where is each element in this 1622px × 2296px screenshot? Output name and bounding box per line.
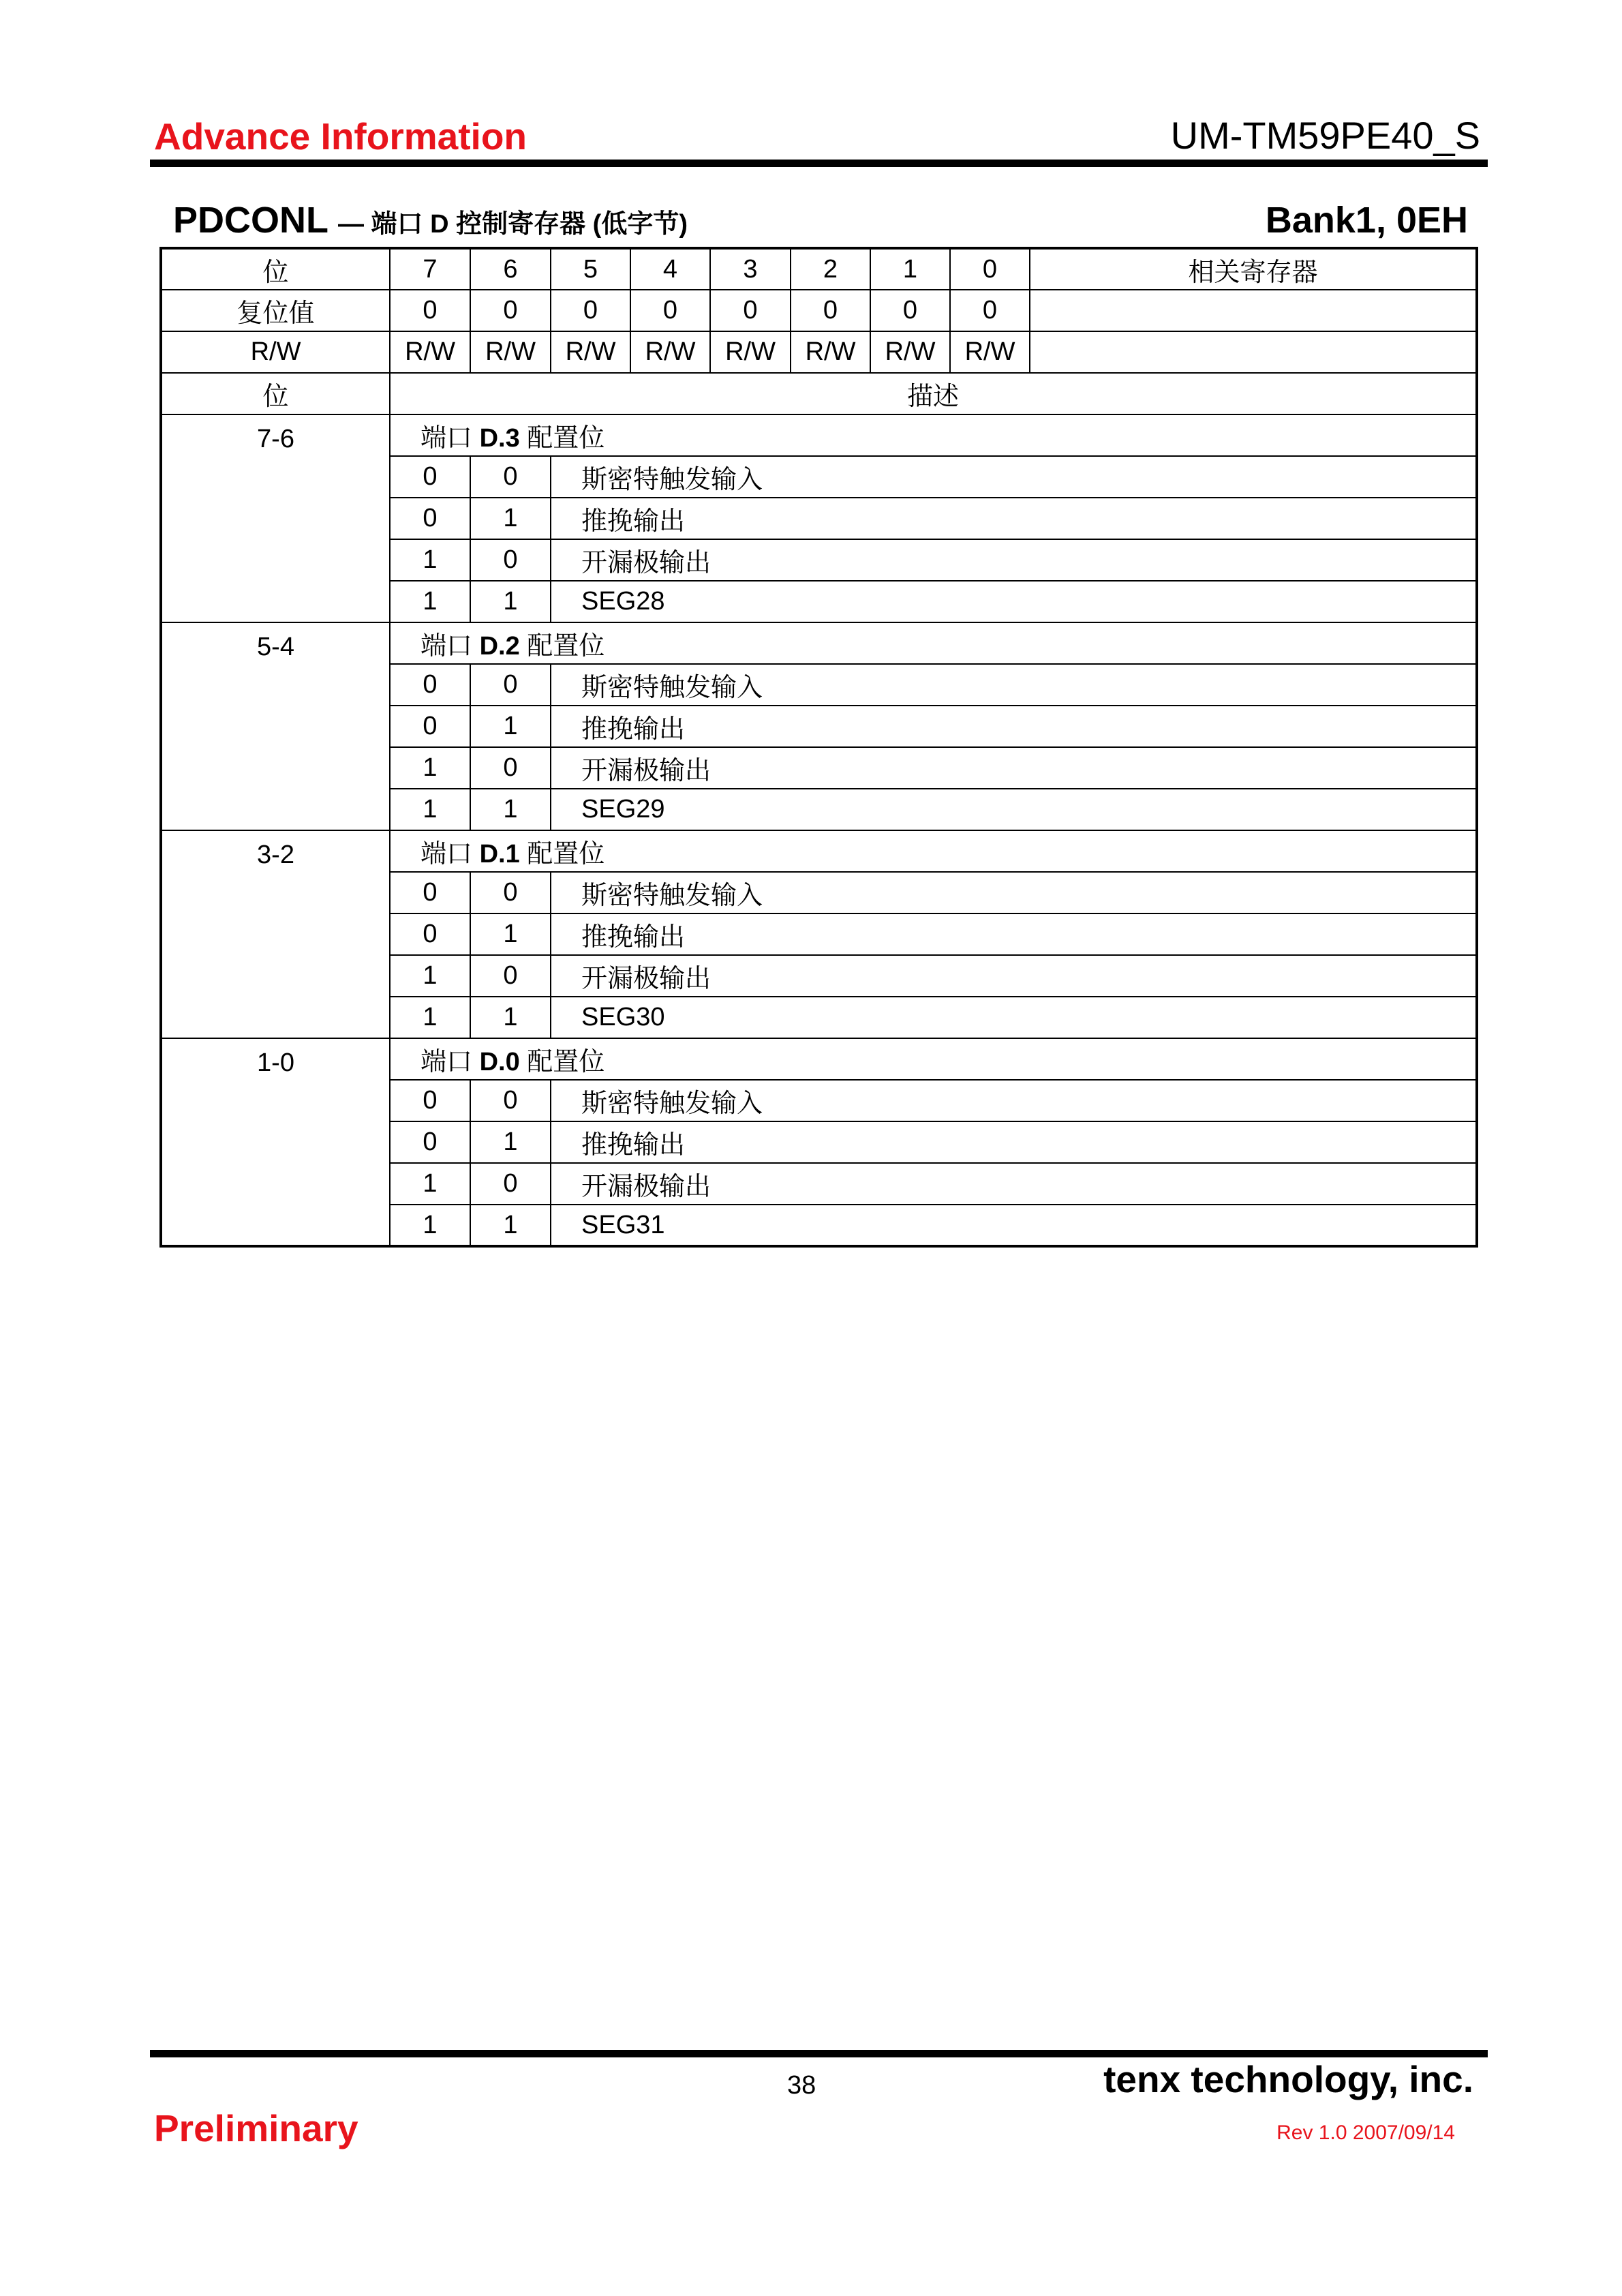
config-group-title-prefix: 端口	[420, 1048, 480, 1076]
description-label: 描述	[390, 373, 1477, 414]
header-rule	[150, 160, 1488, 167]
config-option-bit-high: 1	[390, 1163, 470, 1205]
config-option-bit-low: 1	[470, 581, 551, 622]
config-option-description: 推挽输出	[551, 1121, 1477, 1163]
rw-bit-1: R/W	[870, 331, 950, 373]
register-bank-address: Bank1, 0EH	[1265, 200, 1468, 241]
config-option-bit-high: 0	[390, 1121, 470, 1163]
reset-bit-0: 0	[950, 290, 1030, 331]
config-option-description: 推挽输出	[551, 498, 1477, 539]
config-group-title	[390, 414, 1477, 456]
config-group-title-row	[161, 622, 1477, 664]
config-option-bit-high: 1	[390, 955, 470, 997]
config-option-bit-low: 1	[470, 706, 551, 747]
config-option-bit-low: 0	[470, 955, 551, 997]
config-option-description: 斯密特触发输入	[551, 1080, 1477, 1121]
register-description: — 端口 D 控制寄存器 (低字节)	[338, 210, 688, 239]
config-option-description: SEG29	[551, 789, 1477, 830]
config-option-bit-low: 0	[470, 1163, 551, 1205]
config-group-title-prefix: 端口	[420, 632, 480, 661]
rw-bit-7: R/W	[390, 331, 470, 373]
reset-value-label: 复位值	[161, 290, 390, 331]
related-registers-empty	[1030, 331, 1477, 373]
config-group-title-row	[161, 1038, 1477, 1080]
config-option-bit-high: 1	[390, 539, 470, 581]
page-number: 38	[787, 2071, 816, 2100]
config-option-bit-high: 0	[390, 913, 470, 955]
config-option-description: 斯密特触发输入	[551, 664, 1477, 706]
config-option-bit-high: 0	[390, 872, 470, 913]
bit-header-label: 位	[161, 248, 390, 290]
config-option-bit-high: 1	[390, 789, 470, 830]
rw-bit-4: R/W	[630, 331, 710, 373]
config-option-description: 开漏极输出	[551, 747, 1477, 789]
config-group-title-suffix: 配置位	[519, 424, 605, 453]
rw-bit-6: R/W	[470, 331, 551, 373]
read-write-row	[161, 331, 1477, 373]
config-group-bits: 1-0	[161, 1038, 390, 1246]
config-group-title-pin: D.2	[479, 632, 520, 661]
bit-0-cell: 0	[950, 248, 1030, 290]
config-group-title-suffix: 配置位	[519, 632, 605, 661]
config-group-title-pin: D.0	[479, 1048, 520, 1076]
config-group-title-row	[161, 830, 1477, 872]
config-option-bit-low: 1	[470, 789, 551, 830]
config-option-description: 开漏极输出	[551, 539, 1477, 581]
bit-3-cell: 3	[710, 248, 791, 290]
config-group-title-pin: D.1	[479, 840, 520, 868]
bit-number-row	[161, 248, 1477, 290]
register-title	[173, 199, 1468, 247]
config-option-description: SEG31	[551, 1205, 1477, 1246]
config-group-title	[390, 1038, 1477, 1080]
config-option-description: 斯密特触发输入	[551, 872, 1477, 913]
config-option-description: 开漏极输出	[551, 1163, 1477, 1205]
reset-bit-7: 0	[390, 290, 470, 331]
header-advance-information: Advance Information	[154, 115, 527, 157]
config-option-description: 推挽输出	[551, 913, 1477, 955]
config-option-bit-high: 0	[390, 456, 470, 498]
footer-rule	[150, 2050, 1488, 2057]
bit-6-cell: 6	[470, 248, 551, 290]
config-option-bit-high: 0	[390, 1080, 470, 1121]
rw-bit-3: R/W	[710, 331, 791, 373]
reset-bit-3: 0	[710, 290, 791, 331]
reset-bit-4: 0	[630, 290, 710, 331]
config-option-bit-high: 1	[390, 997, 470, 1038]
config-group-title-suffix: 配置位	[519, 1048, 605, 1076]
config-group-title-prefix: 端口	[420, 424, 480, 453]
bit-1-cell: 1	[870, 248, 950, 290]
config-option-bit-low: 0	[470, 872, 551, 913]
config-option-description: 斯密特触发输入	[551, 456, 1477, 498]
header-document-id: UM-TM59PE40_S	[1170, 114, 1480, 157]
config-option-bit-high: 0	[390, 498, 470, 539]
config-group-title-pin: D.3	[479, 424, 520, 453]
config-option-bit-low: 1	[470, 913, 551, 955]
related-registers-empty	[1030, 290, 1477, 331]
config-option-bit-low: 0	[470, 1080, 551, 1121]
config-option-description: 开漏极输出	[551, 955, 1477, 997]
config-option-description: SEG28	[551, 581, 1477, 622]
config-group-title-row	[161, 414, 1477, 456]
reset-bit-6: 0	[470, 290, 551, 331]
related-registers-label: 相关寄存器	[1030, 248, 1477, 290]
description-header-row	[161, 373, 1477, 414]
config-option-bit-high: 0	[390, 706, 470, 747]
bit-5-cell: 5	[551, 248, 630, 290]
config-group-title-suffix: 配置位	[519, 840, 605, 868]
bit-4-cell: 4	[630, 248, 710, 290]
config-option-bit-low: 1	[470, 1205, 551, 1246]
config-group-title	[390, 622, 1477, 664]
rw-bit-2: R/W	[791, 331, 870, 373]
reset-value-row	[161, 290, 1477, 331]
reset-bit-5: 0	[551, 290, 630, 331]
config-option-bit-low: 1	[470, 997, 551, 1038]
config-option-bit-low: 0	[470, 664, 551, 706]
config-option-bit-low: 0	[470, 456, 551, 498]
config-option-bit-low: 0	[470, 747, 551, 789]
register-name: PDCONL	[173, 200, 328, 241]
config-option-bit-low: 0	[470, 539, 551, 581]
description-bit-label: 位	[161, 373, 390, 414]
rw-bit-5: R/W	[551, 331, 630, 373]
config-option-bit-high: 0	[390, 664, 470, 706]
config-group-bits: 7-6	[161, 414, 390, 622]
company-name: tenx technology, inc.	[1103, 2058, 1473, 2100]
register-table	[159, 247, 1478, 1248]
config-option-bit-low: 1	[470, 1121, 551, 1163]
config-option-bit-low: 1	[470, 498, 551, 539]
config-option-bit-high: 1	[390, 747, 470, 789]
config-group-bits: 3-2	[161, 830, 390, 1038]
config-option-bit-high: 1	[390, 1205, 470, 1246]
config-option-bit-high: 1	[390, 581, 470, 622]
config-group-title	[390, 830, 1477, 872]
preliminary-label: Preliminary	[154, 2107, 358, 2149]
config-group-bits: 5-4	[161, 622, 390, 830]
reset-bit-1: 0	[870, 290, 950, 331]
reset-bit-2: 0	[791, 290, 870, 331]
rw-bit-0: R/W	[950, 331, 1030, 373]
bit-2-cell: 2	[791, 248, 870, 290]
config-option-description: 推挽输出	[551, 706, 1477, 747]
read-write-label: R/W	[161, 331, 390, 373]
config-option-description: SEG30	[551, 997, 1477, 1038]
bit-7-cell: 7	[390, 248, 470, 290]
config-group-title-prefix: 端口	[420, 840, 480, 868]
revision-date: Rev 1.0 2007/09/14	[1276, 2121, 1455, 2144]
